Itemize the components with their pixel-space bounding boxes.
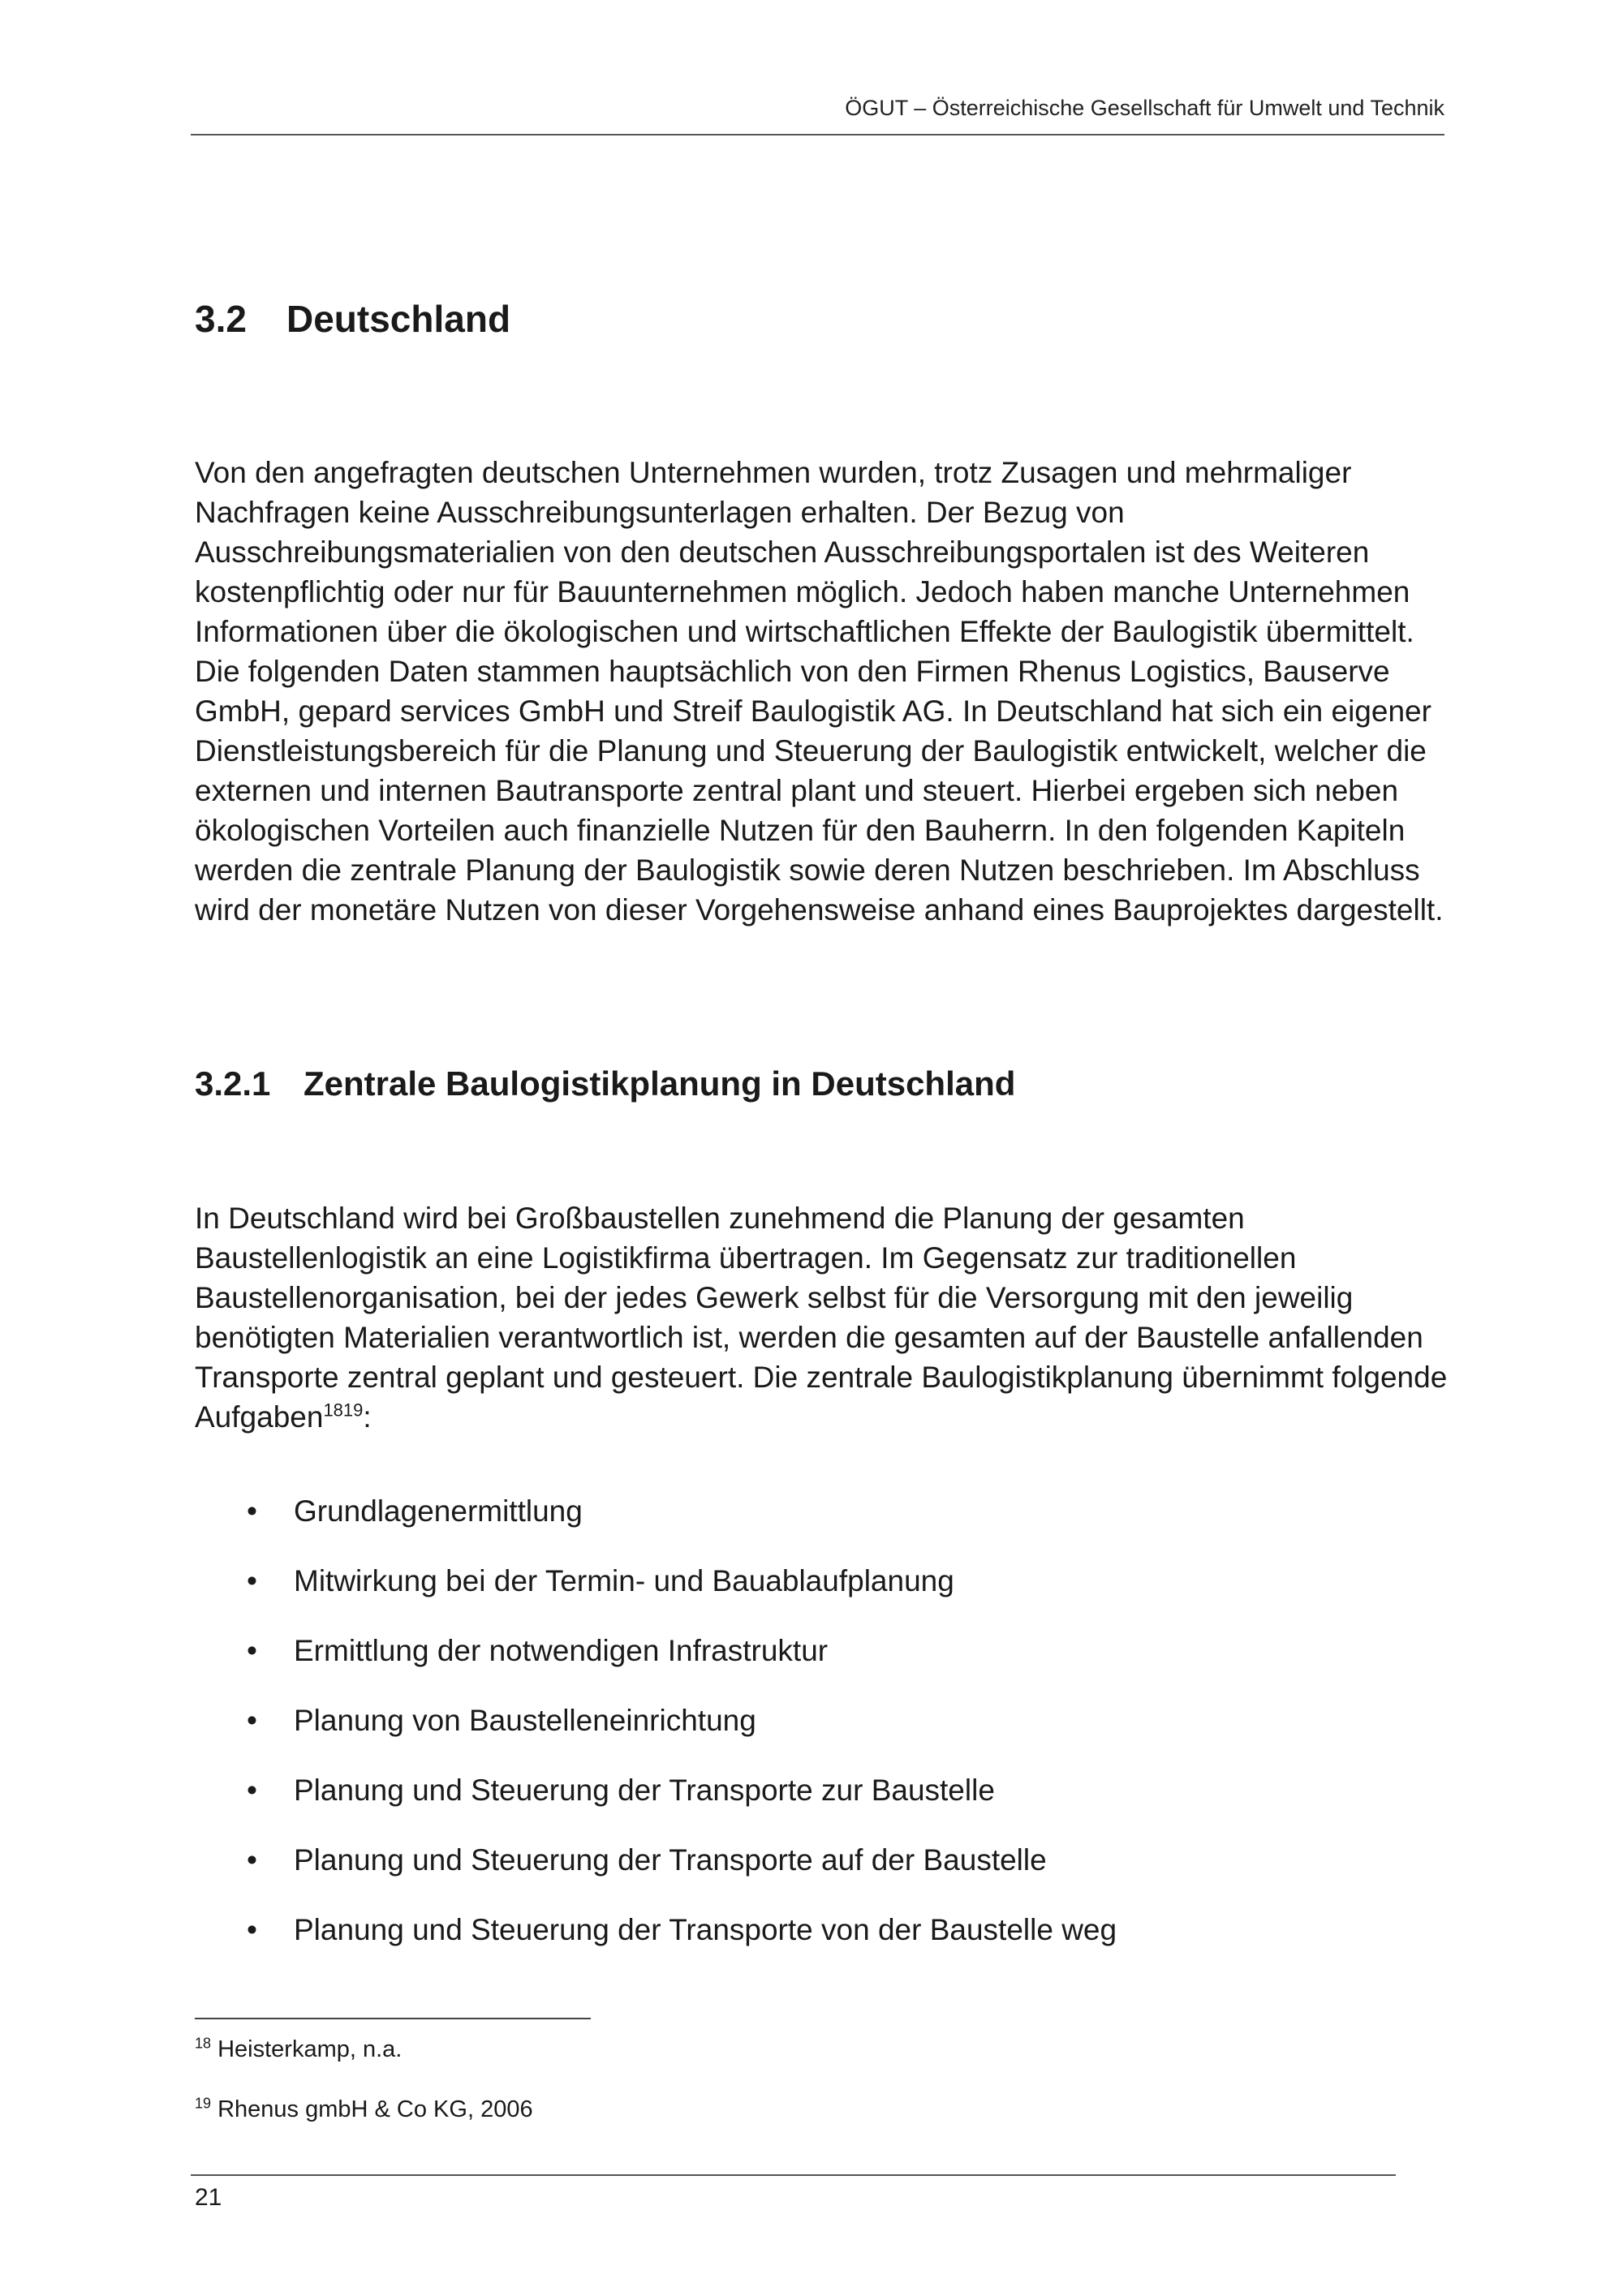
list-item-text: Mitwirkung bei der Termin- und Bauablaufplanung [294,1564,954,1597]
list-item-text: Planung und Steuerung der Transporte auf der Baustelle [294,1843,1047,1877]
footnote [195,2036,402,2063]
bullet-icon: • [247,1564,257,1597]
bullet-icon: • [247,1704,257,1737]
list-item [195,1770,1412,1840]
footnote [195,2096,533,2123]
subsection-number: 3.2.1 [195,1064,271,1103]
bullet-icon: • [247,1634,257,1667]
subsection-paragraph [195,1198,1449,1437]
list-item-text: Planung und Steuerung der Transporte zur Baustelle [294,1774,995,1807]
footnote-separator [195,2018,591,2019]
bullet-icon: • [247,1774,257,1807]
list-item-text: Planung von Baustelleneinrichtung [294,1704,756,1737]
section-paragraph: Von den angefragten deutschen Unternehmen wurden, trotz Zusagen und mehrmaliger Nachfragen keine Ausschreibungsunterlagen erhalten. Der Bezug von Ausschreibungsmaterialien von den deutschen Ausschreibungsportalen ist des Weiteren kostenpflichtig oder nur für Bauunternehmen möglich. Jedoch haben manche Unternehmen Informationen über die ökologischen und wirtschaftlichen Effekte der Baulogistik übermittelt. Die folgenden Daten stammen hauptsächlich von den Firmen Rhenus Logistics, Bauserve GmbH, gepard services GmbH und Streif Baulogistik AG. In Deutschland hat sich ein eigener Dienstleistungsbereich für die Planung und Steuerung der Baulogistik entwickelt, welcher die externen und internen Bautransporte zentral plant und steuert. Hierbei ergeben sich neben ökologischen Vorteilen auch finanzielle Nutzen für den Bauherrn. In den folgenden Kapiteln werden die zentrale Planung der Baulogistik sowie deren Nutzen beschrieben. Im Abschluss wird der monetäre Nutzen von dieser Vorgehensweise anhand eines Bauprojektes dargestellt. [195,456,1444,927]
bullet-icon: • [247,1494,257,1528]
footnote-reference[interactable]: 1819 [323,1400,364,1421]
header-rule [191,134,1444,135]
list-item [195,1491,1412,1561]
footnote-text: Rhenus gmbH & Co KG, 2006 [217,2096,533,2122]
footnote-number: 18 [195,2035,212,2052]
section-number: 3.2 [195,298,247,340]
list-item-text: Planung und Steuerung der Transporte von der Baustelle weg [294,1913,1117,1946]
subsection-title: Zentrale Baulogistikplanung in Deutschland [304,1064,1016,1103]
paragraph-colon: : [363,1400,372,1434]
section-heading [195,297,510,341]
list-item [195,1840,1412,1910]
list-item-text: Ermittlung der notwendigen Infrastruktur [294,1634,829,1667]
page-number: 21 [195,2184,222,2211]
subsection-heading [195,1064,1015,1103]
task-list [195,1491,1412,1980]
list-item [195,1631,1412,1701]
list-item-text: Grundlagenermittlung [294,1494,583,1528]
list-item [195,1910,1412,1980]
section-title: Deutschland [286,298,511,340]
list-item [195,1701,1412,1770]
subsection-paragraph-text: In Deutschland wird bei Großbaustellen zunehmend die Planung der gesamten Baustellenlogistik an eine Logistikfirma übertragen. Im Gegensatz zur traditionellen Baustellenorganisation, bei der jedes Gewerk selbst für die Versorgung mit den jeweilig benötigten Materialien verantwortlich ist, werden die gesamten auf der Baustelle anfallenden Transporte zentral geplant und gesteuert. Die zentrale Baulogistikplanung übernimmt folgende Aufgaben [195,1202,1448,1434]
bullet-icon: • [247,1913,257,1946]
running-header: ÖGUT – Österreichische Gesellschaft für Umwelt und Technik [845,96,1444,120]
list-item [195,1561,1412,1631]
footnote-number: 19 [195,2095,212,2112]
bullet-icon: • [247,1843,257,1877]
footer-rule [191,2174,1396,2176]
footnote-text: Heisterkamp, n.a. [217,2036,403,2062]
